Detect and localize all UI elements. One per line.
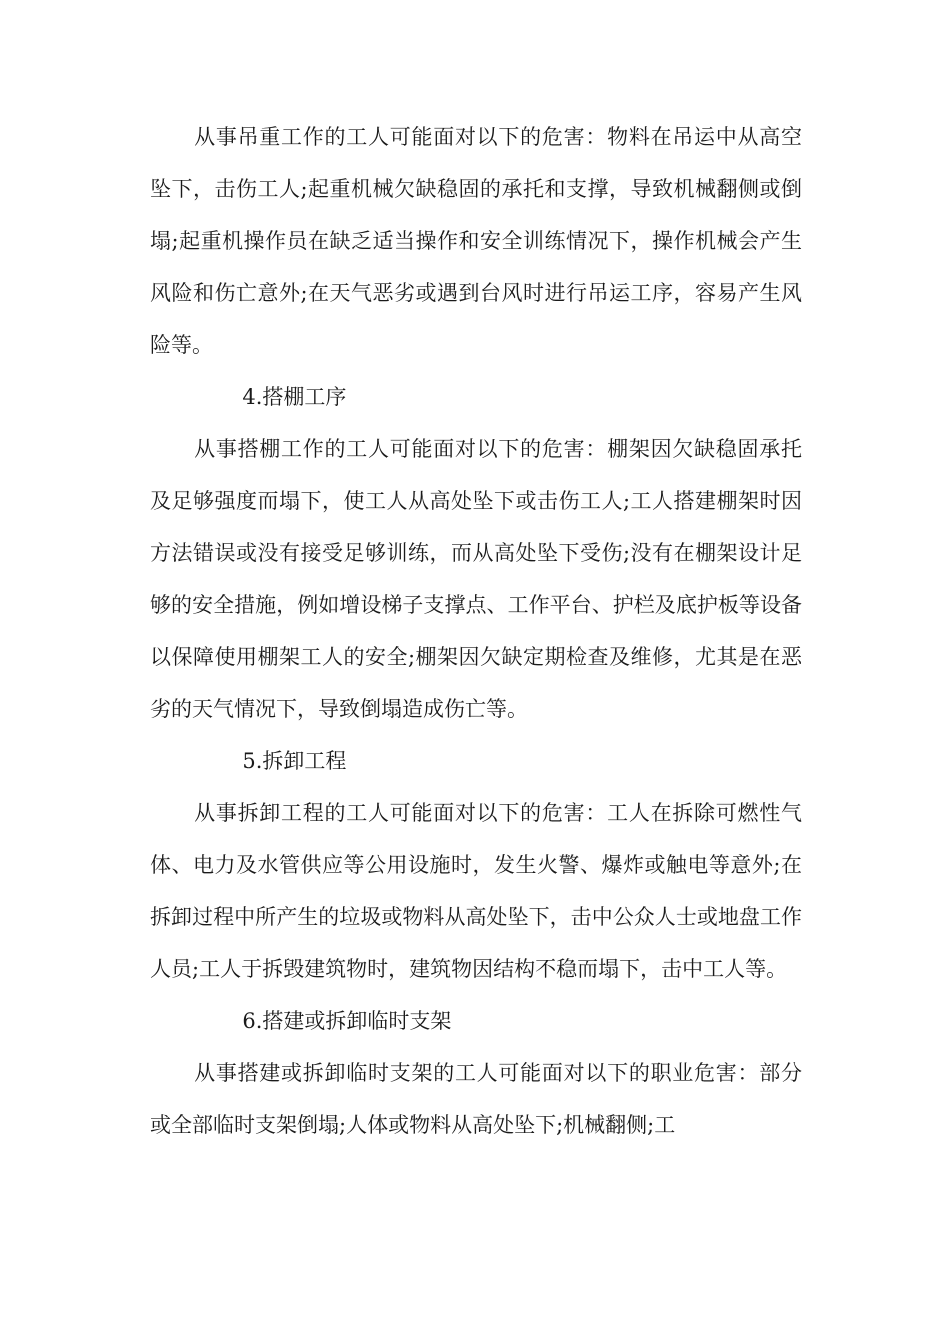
heading-demolition: 5.拆卸工程 bbox=[242, 749, 347, 773]
paragraph-scaffolding-hazards: 从事搭棚工作的工人可能面对以下的危害：棚架因欠缺稳固承托及足够强度而塌下，使工人从高处坠下或击伤工人;工人搭建棚架时因方法错误或没有接受足够训练，而从高处坠下受伤;没有在棚架设计足够的安全措施，例如增设梯子支撑点、工作平台、护栏及底护板等设备以保障使用棚架工人的安全;棚架因欠缺定期检查及维修，尤其是在恶劣的天气情况下，导致倒塌造成伤亡等。 bbox=[150, 437, 802, 721]
heading-temporary-support: 6.搭建或拆卸临时支架 bbox=[242, 1009, 452, 1033]
paragraph-lifting-hazards: 从事吊重工作的工人可能面对以下的危害：物料在吊运中从高空坠下，击伤工人;起重机械欠缺稳固的承托和支撑，导致机械翻侧或倒塌;起重机操作员在缺乏适当操作和安全训练情况下，操作机械会产生风险和伤亡意外;在天气恶劣或遇到台风时进行吊运工序，容易产生风险等。 bbox=[150, 125, 802, 357]
paragraph-demolition-hazards: 从事拆卸工程的工人可能面对以下的危害：工人在拆除可燃性气体、电力及水管供应等公用设施时，发生火警、爆炸或触电等意外;在拆卸过程中所产生的垃圾或物料从高处坠下，击中公众人士或地盘工作人员;工人于拆毁建筑物时，建筑物因结构不稳而塌下，击中工人等。 bbox=[150, 801, 802, 981]
paragraph-temporary-support-hazards: 从事搭建或拆卸临时支架的工人可能面对以下的职业危害：部分或全部临时支架倒塌;人体或物料从高处坠下;机械翻侧;工 bbox=[150, 1061, 802, 1137]
heading-scaffolding: 4.搭棚工序 bbox=[242, 385, 347, 409]
